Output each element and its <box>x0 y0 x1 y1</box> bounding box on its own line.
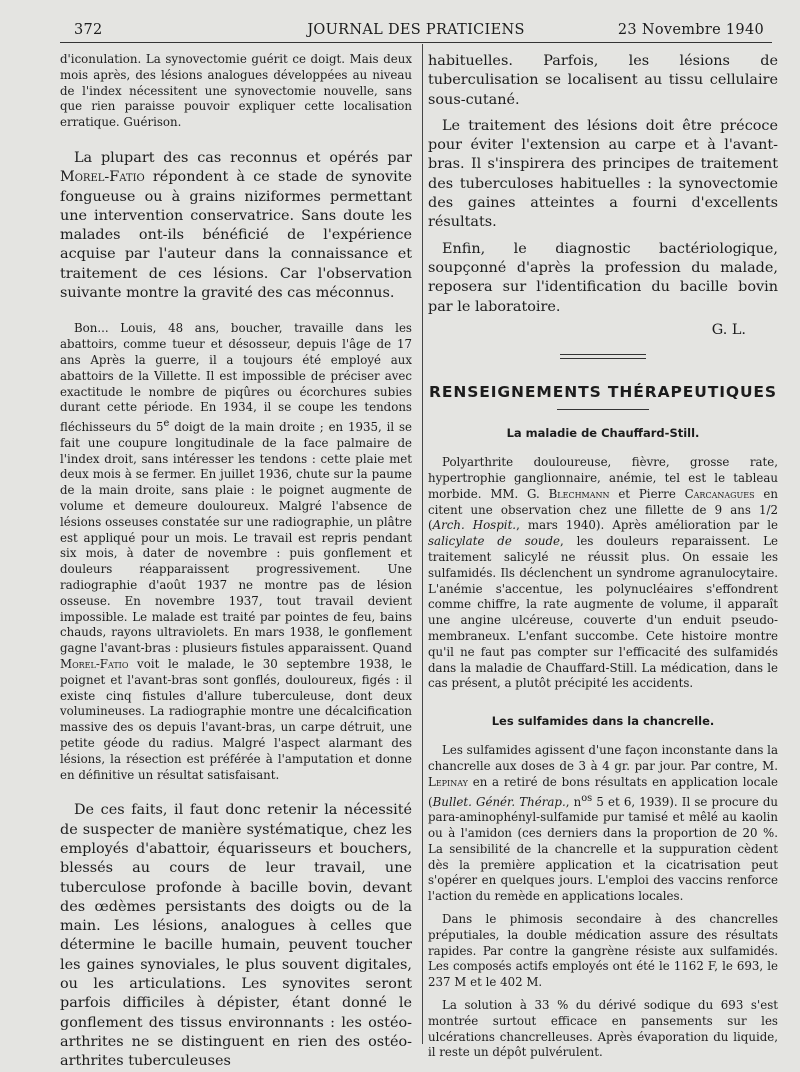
solution-paragraph: La solution à 33 % du dérivé sodique du 693 s'est montrée surtout efficace en pansements sur les ulcérations chancrelleuses. Après évaporation du liquide, il reste un dépôt pulvérulent. <box>428 997 778 1060</box>
header-rule <box>60 42 772 43</box>
section-title: RENSEIGNEMENTS THÉRAPEUTIQUES <box>429 383 777 402</box>
diagnosis-paragraph: Enfin, le diagnostic bactériologique, soupçonné d'après la profession du malade, reposera sur l'identification du bacille bovin par le laboratoire. <box>428 240 778 315</box>
intro-paragraph: La plupart des cas reconnus et opérés par Morel-Fatio répondent à ce stade de synovite fongueuse ou à grains niziformes permettant une intervention conservatrice. Sans doute les malades ont-ils bénéficié de l'expérience acquise par l'auteur dans la connaissance et traitement de ces lésions. Car l'observation suivante montre la gravité des cas méconnus. <box>60 149 412 302</box>
case-end-paragraph: d'iconulation. La synovectomie guérit ce doigt. Mais deux mois après, des lésions analogues développées au niveau de l'index nécessitent une synovectomie nouvelle, sans que rien paraisse pouvoir expliquer cette localisation erratique. Guérison. <box>60 52 412 130</box>
case-report-paragraph: Bon... Louis, 48 ans, boucher, travaille dans les abattoirs, comme tueur et désosseur, depuis l'âge de 17 ans Après la guerre, il a toujours été employé aux abattoirs de la Villette. Il est impossible de préciser avec exactitude le nombre de piqûres ou écorchures subies durant cette période. En 1934, il se coupe les tendons fléchisseurs du 5e doigt de la main droite ; en 1935, il se fait une coupure longitudinale de la face palmaire de l'index droit, sans intéresser les tendons : cette plaie met deux mois à se fermer. En juillet 1936, chute sur la paume de la main droite, sans plaie : le poignet augmente de volume et demeure douloureux. Malgré l'absence de lésions osseuses constatée sur une radiographie, un plâtre est appliqué pour un mois. Le travail est repris pendant six mois, à dater de novembre : puis gonflement et douleurs réapparaissent progressivement. Une radiographie d'août 1937 ne montre pas de lésion osseuse. En novembre 1937, tout travail devient impossible. Le malade est traité par pointes de feu, bains chauds, rayons ultraviolets. En mars 1938, le gonflement gagne l'avant-bras : plusieurs fistules apparaissent. Quand Morel-Fatio voit le malade, le 30 septembre 1938, le poignet et l'avant-bras sont gonflés, douloureux, figés : il existe cinq fistules d'allure tuberculeuse, dont deux volumineuses. La radiographie montre une décalcification massive des os depuis l'avant-bras, un carpe détruit, une petite géode du radius. Malgré l'aspect alarmant des lésions, la résection est préférée à l'amputation et donne en définitive un résultat satisfaisant. <box>60 321 412 782</box>
right-column <box>428 52 778 1061</box>
phimosis-paragraph: Dans le phimosis secondaire à des chancrelles préputiales, la double médication assure des résultats rapides. Par contre la gangrène résiste aux sulfamidés. Les composés actifs employés ont été le 1162 F, le 693, le 237 M et le 402 M. <box>428 912 778 990</box>
conclusion-paragraph: De ces faits, il faut donc retenir la nécessité de suspecter de manière systématique, chez les employés d'abattoir, équarisseurs et bouchers, blessés au cours de leur travail, une tuberculose profonde à bacille bovin, devant des œdèmes persistants des doigts ou de la main. Les lésions, analogues à celles que détermine le bacille humain, peuvent toucher les gaines synoviales, le plus souvent digitales, ou les articulations. Les synovites seront parfois difficiles à dépister, étant donné le gonflement des tissus environnants : les ostéo-arthrites ne se distinguent en rien des ostéo-arthrites tuberculeuses <box>60 802 412 1070</box>
treatment-paragraph: Le traitement des lésions doit être précoce pour éviter l'extension au carpe et à l'avant-bras. Il s'inspirera des principes de traitement des tuberculoses habituelles : la synovectomie des gaines atteintes a fourni d'excellents résultats. <box>428 117 778 231</box>
chancrelle-paragraph: Les sulfamides agissent d'une façon inconstante dans la chancrelle aux doses de 3 à 4 gr. par jour. Par contre, M. Lepinay en a retiré de bons résultats en application locale (Bullet. Génér. Thérap., $n^{os}$ 5 et 6, 1939). Il se procure du para-aminophényl-sulfamide pur tamisé et mêlé au kaolin ou à l'amidon (ces derniers dans la proportion de 20 %. La sensibilité de la chancrelle et la suppuration cèdent dès la première application et la cicatrisation peut s'opérer en quelques jours. L'emploi des vaccins renforce l'action du remède en applications locales. <box>428 743 778 904</box>
left-column <box>60 52 412 1072</box>
issue-date: 23 Novembre 1940 <box>617 22 764 38</box>
chauffard-still-paragraph: Polyarthrite douloureuse, fièvre, grosse rate, hypertrophie ganglionnaire, anémie, tel est le tableau morbide. MM. G. Blechmann et Pierre Carcanagues en citent une observation chez une fillette de 9 ans 1/2 (Arch. Hospit., mars 1940). Après amélioration par le salicylate de soude, les douleurs reparaissent. Le traitement salicylé ne réussit plus. On essaie les sulfamidés. Ils déclenchent un syndrome agranulocytaire. L'anémie s'accentue, les polynucléaires s'effondrent comme chiffre, la rate augmente de volume, il apparaît une angine ulcéreuse, couverte d'un enduit pseudo-membraneux. L'enfant succombe. Cete histoire montre qu'il ne faut pas compter sur l'efficacité des sulfamidés dans la maladie de Chauffard-Still. La médication, dans le cas présent, a plutôt précipité les accidents. <box>428 455 778 691</box>
journal-title: JOURNAL DES PRATICIENS <box>307 22 525 38</box>
double-rule-divider <box>560 354 646 359</box>
author-signature: G. L. <box>711 321 746 338</box>
page-number: 372 <box>74 22 103 38</box>
section-rule <box>557 409 649 410</box>
subheading-chauffard-still: La maladie de Chauffard-Still. <box>506 426 700 441</box>
continuation-paragraph: habituelles. Parfois, les lésions de tuberculisation se localisent au tissu cellulaire sous-cutané. <box>428 53 778 108</box>
column-divider <box>422 44 423 1044</box>
page-header <box>60 20 772 42</box>
subheading-chancrelle: Les sulfamides dans la chancrelle. <box>491 714 715 729</box>
